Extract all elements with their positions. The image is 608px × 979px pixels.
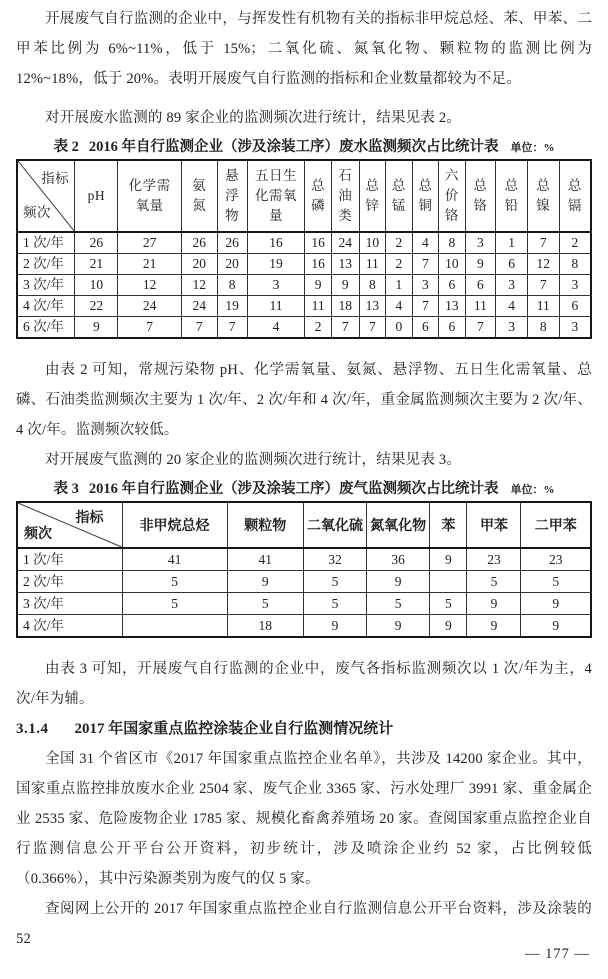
table2-cell: 2: [305, 317, 332, 339]
table3-cell: 9: [227, 571, 303, 593]
table2-cell: 7: [359, 317, 386, 339]
table2-cell: 24: [118, 296, 181, 317]
table2-cell: 19: [217, 296, 247, 317]
table3-row: [17, 571, 591, 593]
table2-cell: 2: [386, 254, 413, 275]
table2-row-label: 1 次/年: [17, 232, 75, 254]
table2-corner-cell: [17, 160, 75, 232]
table2-cell: 0: [386, 317, 413, 339]
table2-column-header: 五日生化需氧量: [247, 160, 305, 232]
table3-cell: 9: [467, 615, 521, 638]
corner-label-indicator: 指标: [75, 511, 104, 526]
table3-row-label: 4 次/年: [17, 615, 122, 638]
table2-cell: 21: [118, 254, 181, 275]
table3-cell: 5: [303, 593, 366, 615]
table2-row: [17, 296, 591, 317]
table2-cell: 11: [465, 296, 496, 317]
table3-column-header: 氮氧化物: [367, 502, 430, 548]
table2-cell: 9: [465, 254, 496, 275]
table2-cell: 6: [496, 254, 528, 275]
table2-title-text: 2016 年自行监测企业（涉及涂装工序）废水监测频次占比统计表: [88, 139, 499, 155]
table2-cell: 8: [217, 275, 247, 296]
table3-cell: 9: [367, 571, 430, 593]
table2-column-header: 石油类: [331, 160, 359, 232]
table3-cell: 5: [467, 571, 521, 593]
table3-unit: 单位：%: [510, 484, 555, 496]
table3-cell: 5: [227, 593, 303, 615]
table3-cell: 9: [467, 593, 521, 615]
paragraph-table3-analysis: 由表 3 可知，开展废气自行监测的企业中，废气各指标监测频次以 1 次/年为主，4 次/年为辅。: [16, 661, 592, 707]
table2-cell: 26: [181, 232, 217, 254]
table3-cell: 5: [122, 593, 227, 615]
table2-cell: 2: [386, 232, 413, 254]
table2-column-header: 总铜: [412, 160, 439, 232]
table3-cell: 9: [430, 548, 467, 571]
section-title: 2017 年国家重点监控涂装企业自行监测情况统计: [74, 721, 394, 737]
paragraph-waste-gas-indicators: 开展废气自行监测的企业中，与挥发性有机物有关的指标非甲烷总烃、苯、甲苯、二甲苯比例为 6%~11%，低于 15%；二氧化硫、氮氧化物、颗粒物的监测比例为 12%~18%，低于 20%。表明开展废气自行监测的指标和企业数量都较为不足。: [16, 11, 592, 87]
table3-cell: 5: [303, 571, 366, 593]
table3-cell: 41: [227, 548, 303, 571]
table2-cell: 19: [247, 254, 305, 275]
table2-column-header: pH: [75, 160, 118, 232]
table2-cell: 18: [331, 296, 359, 317]
table3-cell: 5: [430, 593, 467, 615]
paragraph-gas-stats-intro: 对开展废气监测的 20 家企业的监测频次进行统计，结果见表 3。: [45, 452, 462, 468]
table2-cell: 3: [412, 275, 439, 296]
table2-column-header: 化学需氧量: [118, 160, 181, 232]
table2-row-label: 4 次/年: [17, 296, 75, 317]
paragraph-online-platform: 查阅网上公开的 2017 年国家重点监控企业自行监测信息公开平台资料，涉及涂装的 52: [16, 901, 592, 947]
table2-column-header: 总锌: [359, 160, 386, 232]
table2-cell: 8: [439, 232, 466, 254]
table2-cell: 13: [439, 296, 466, 317]
table3-column-header: 甲苯: [467, 502, 521, 548]
corner-label-frequency: 频次: [23, 205, 51, 220]
table3-cell: 18: [227, 615, 303, 638]
table2-column-header: 总铬: [465, 160, 496, 232]
table2-cell: 3: [559, 317, 591, 339]
table2-cell: 7: [217, 317, 247, 339]
table3-title: [16, 477, 592, 501]
table3-column-header: 非甲烷总烃: [122, 502, 227, 548]
table2-cell: 12: [181, 275, 217, 296]
table3-row-label: 2 次/年: [17, 571, 122, 593]
table2-row: [17, 254, 591, 275]
table2-cell: 6: [439, 317, 466, 339]
table2-cell: 3: [496, 275, 528, 296]
corner-label-frequency: 频次: [24, 527, 52, 542]
table2-row: [17, 275, 591, 296]
table2-cell: 6: [465, 275, 496, 296]
table2-cell: 20: [181, 254, 217, 275]
table3-row-label: 1 次/年: [17, 548, 122, 571]
table2-cell: 10: [359, 232, 386, 254]
table2-cell: 7: [527, 275, 559, 296]
table3-cell: 5: [521, 571, 591, 593]
table2-cell: 7: [181, 317, 217, 339]
table3-column-header: 颗粒物: [227, 502, 303, 548]
corner-label-indicator: 指标: [41, 171, 70, 186]
table3-cell: 23: [467, 548, 521, 571]
table3-label: 表 3: [53, 481, 79, 497]
table2-cell: 12: [527, 254, 559, 275]
table3-row: [17, 548, 591, 571]
table3-waste-gas-frequency: [16, 501, 592, 638]
table2-cell: 3: [559, 275, 591, 296]
table2-cell: 7: [118, 317, 181, 339]
table3-cell: 9: [521, 615, 591, 638]
table2-cell: 4: [496, 296, 528, 317]
table2-column-header: 总锰: [386, 160, 413, 232]
table2-cell: 11: [359, 254, 386, 275]
table2-cell: 13: [359, 296, 386, 317]
table2-column-header: 总镍: [527, 160, 559, 232]
table2-cell: 6: [439, 275, 466, 296]
table2-column-header: 氨氮: [181, 160, 217, 232]
table2-cell: 4: [386, 296, 413, 317]
section-number: 3.1.4: [16, 721, 49, 737]
table2-cell: 24: [331, 232, 359, 254]
table2-cell: 27: [118, 232, 181, 254]
table2-cell: 4: [412, 232, 439, 254]
table3-title-text: 2016 年自行监测企业（涉及涂装工序）废气监测频次占比统计表: [88, 481, 499, 497]
table2-cell: 10: [439, 254, 466, 275]
table2-cell: 8: [359, 275, 386, 296]
paragraph-table2-analysis: 由表 2 可知，常规污染物 pH、化学需氧量、氨氮、悬浮物、五日生化需氧量、总磷、石油类监测频次主要为 1 次/年、2 次/年和 4 次/年，重金属监测频次主要为 2 次/年、4 次/年。监测频次较低。: [16, 362, 592, 438]
table3-cell: 9: [367, 615, 430, 638]
table2-cell: 9: [331, 275, 359, 296]
table3-cell: 9: [303, 615, 366, 638]
table2-cell: 3: [496, 317, 528, 339]
table3-cell: [430, 571, 467, 593]
table3-column-header: 二氧化硫: [303, 502, 366, 548]
table2-cell: 6: [412, 317, 439, 339]
table3-cell: 41: [122, 548, 227, 571]
table2-column-header: 总铅: [496, 160, 528, 232]
table2-cell: 1: [496, 232, 528, 254]
table2-cell: 2: [559, 232, 591, 254]
table2-cell: 8: [559, 254, 591, 275]
table2-column-header: 六价铬: [439, 160, 466, 232]
table3-row: [17, 615, 591, 638]
table3-column-header: 二甲苯: [521, 502, 591, 548]
table2-cell: 1: [386, 275, 413, 296]
table3-corner-cell: [17, 502, 122, 548]
table3-row-label: 3 次/年: [17, 593, 122, 615]
table2-column-header: 悬浮物: [217, 160, 247, 232]
table2-cell: 6: [559, 296, 591, 317]
table2-cell: 3: [247, 275, 305, 296]
table2-unit: 单位：%: [510, 142, 555, 154]
table2-cell: 7: [412, 254, 439, 275]
table2-cell: 10: [75, 275, 118, 296]
table3-cell: 5: [367, 593, 430, 615]
table2-cell: 3: [465, 232, 496, 254]
table2-cell: 26: [217, 232, 247, 254]
table2-cell: 9: [75, 317, 118, 339]
table3-row: [17, 593, 591, 615]
table2-column-header: 总镉: [559, 160, 591, 232]
table2-cell: 16: [305, 254, 332, 275]
table2-cell: 24: [181, 296, 217, 317]
table2-cell: 13: [331, 254, 359, 275]
table2-cell: 11: [305, 296, 332, 317]
table3-column-header: 苯: [430, 502, 467, 548]
table2-cell: 7: [527, 232, 559, 254]
table2-cell: 16: [247, 232, 305, 254]
table2-header-row: [17, 160, 591, 232]
table3-cell: 36: [367, 548, 430, 571]
table2-cell: 22: [75, 296, 118, 317]
table2-cell: 21: [75, 254, 118, 275]
table3-header-row: [17, 502, 591, 548]
table3-cell: [122, 615, 227, 638]
table2-cell: 8: [527, 317, 559, 339]
table2-cell: 26: [75, 232, 118, 254]
table2-cell: 7: [331, 317, 359, 339]
table2-row-label: 3 次/年: [17, 275, 75, 296]
table2-row-label: 6 次/年: [17, 317, 75, 339]
table2-cell: 11: [527, 296, 559, 317]
paragraph-wastewater-stats-intro: 对开展废水监测的 89 家企业的监测频次进行统计，结果见表 2。: [45, 110, 462, 126]
table2-row: [17, 232, 591, 254]
table2-cell: 9: [305, 275, 332, 296]
table2-cell: 11: [247, 296, 305, 317]
table3-cell: 9: [430, 615, 467, 638]
table2-wastewater-frequency: [16, 159, 592, 339]
table3-cell: 32: [303, 548, 366, 571]
table2-label: 表 2: [53, 139, 79, 155]
table3-cell: 5: [122, 571, 227, 593]
section-heading-3-1-4: [16, 714, 592, 744]
table2-title: [16, 135, 592, 159]
table2-cell: 7: [465, 317, 496, 339]
table2-column-header: 总磷: [305, 160, 332, 232]
table2-row: [17, 317, 591, 339]
table2-cell: 7: [412, 296, 439, 317]
table3-cell: 23: [521, 548, 591, 571]
table2-row-label: 2 次/年: [17, 254, 75, 275]
table2-cell: 12: [118, 275, 181, 296]
paragraph-national-key-enterprises: 全国 31 个省区市《2017 年国家重点监控企业名单》，共涉及 14200 家企业。其中，国家重点监控排放废水企业 2504 家、废气企业 3365 家、污水处理厂 3991 家、重金属企业 2535 家、危险废物企业 1785 家、规模化畜禽养殖场 20 家。查阅国家重点监控企业自行监测信息公开平台公开资料，初步统计，涉及喷涂企业约 52 家，占比例较低（0.366%），其中污染源类别为废气的仅 5 家。: [16, 751, 592, 887]
table2-cell: 16: [305, 232, 332, 254]
table2-cell: 20: [217, 254, 247, 275]
page-number: — 177 —: [525, 946, 590, 962]
table2-cell: 4: [247, 317, 305, 339]
table3-cell: 9: [521, 593, 591, 615]
